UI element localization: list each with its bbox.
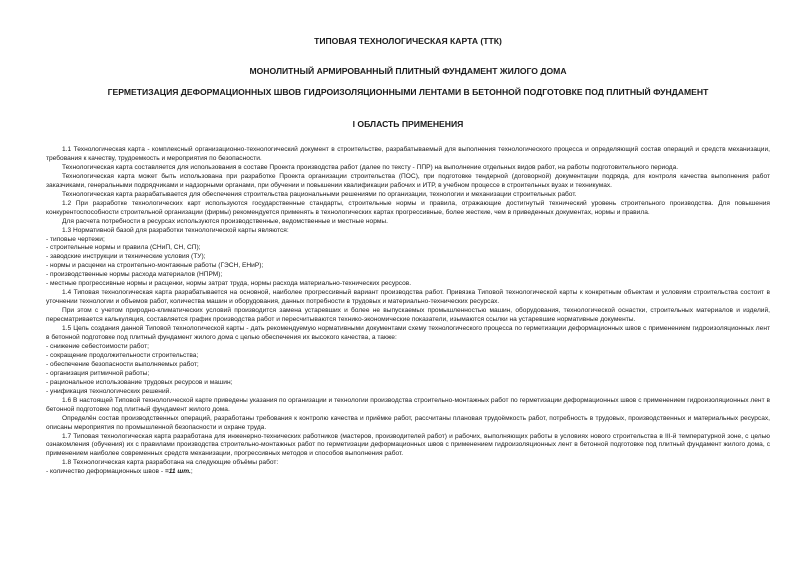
paragraph: 1.8 Технологическая карта разработана на следующие объёмы работ: [62,459,279,467]
paragraph: При этом с учетом природно-климатических условий производится замена устаревших и более не выпускаемых промышленностью машин, оборудования, технологической оснастки, строительных материалов и изделий, пересматривается калькуляция, составляется график производства работ и пересчитываются технико-экономические показатели, изымаются ссылки на устаревшие нормативные документы. [46,307,770,324]
paragraph: 1.5 Цель создания данной Типовой технологической карты - дать рекомендуемую нормативными документами схему технологического процесса по герметизации деформационных швов с применением гидроизоляционных лент в бетонной подготовке под плитный фундамент жилого дома с целью обеспечения их высокого качества, а также: [46,325,770,342]
list-item: - рациональное использование трудовых ресурсов и машин; [46,378,233,386]
paragraph: 1.6 В настоящей Типовой технологической карте приведены указания по организации и технологии производства строительно-монтажных работ по герметизации деформационных швов с применением гидроизоляционных лент в бетонной подготовке под плитный фундамент жилого дома. [46,396,770,413]
list-item: - заводские инструкции и технические условия (ТУ); [46,253,206,261]
paragraph: 1.2 При разработке технологических карт используются государственные стандарты, строительные нормы и правила, отражающие достигнутый технический уровень строительного производства. Для повышения конкурентоспособности строительной организации (фирмы) рекомендуется применять в технологических картах прогрессивные, более жесткие, чем в приведенных документах, нормы и правила. [46,199,770,216]
paragraph: Технологическая карта составляется для использования в составе Проекта производства работ (далее по тексту - ППР) на выполнение отдельных видов работ, на работы подготовительного периода. [62,163,679,171]
list-item: - унификация технологических решений. [46,387,172,395]
document-body [46,146,770,477]
list-item: - снижение себестоимости работ; [46,342,149,350]
list-item: - нормы и расценки на строительно-монтажные работы (ГЭСН, ЕНиР); [46,262,264,270]
document-page [46,0,770,477]
list-item: - обеспечение безопасности выполняемых работ; [46,360,199,368]
list-item: - строительные нормы и правила (СНиП, СН, СП); [46,244,201,252]
paragraph: 1.7 Типовая технологическая карта разработана для инженерно-технических работников (мастеров, производителей работ) и рабочих, выполняющих работы в условиях нового строительства в III-й температурной зоне, с целью ознакомления (обучения) их с правилами производства строительно-монтажных работ по герметизации деформационных швов с применением гидроизоляционных лент в бетонной подготовке под плитный фундамент жилого дома, с применением наиболее современных средств механизации, прогрессивных методов и способов выполнения работ. [46,432,770,458]
paragraph: Технологическая карта может быть использована при разработке Проекта организации строительства (ПОС), при подготовке тендерной (договорной) документации подряда, для контроля качества выполнения работ заказчиками, генеральными подрядчиками и надзорными органами, при обучении и повышении квалификации рабочих и ИТР, в учебном процессе в строительных вузах и техникумах. [46,172,770,189]
list-item: - типовые чертежи; [46,235,105,243]
object-title: МОНОЛИТНЫЙ АРМИРОВАННЫЙ ПЛИТНЫЙ ФУНДАМЕНТ ЖИЛОГО ДОМА [249,66,567,76]
paragraph: 1.4 Типовая технологическая карта разрабатывается на основной, наиболее прогрессивный вариант производства работ. Привязка Типовой технологической карты к конкретным объектам и условиям строительства состоит в уточнении технологии и объемов работ, количества машин и оборудования, данных потребности в трудовых и материально-технических ресурсах. [46,289,770,306]
paragraph: 1.1 Технологическая карта - комплексный организационно-технологический документ в строительстве, разрабатываемый для выполнения технологического процесса и определяющий состав операций и средств механизации, требования к качеству, трудоемкость и мероприятия по безопасности. [46,146,770,162]
volume-label: - количество деформационных швов - [46,468,165,476]
paragraph: 1.3 Нормативной базой для разработки технологической карты являются: [62,226,289,234]
work-title: ГЕРМЕТИЗАЦИЯ ДЕФОРМАЦИОННЫХ ШВОВ ГИДРОИЗОЛЯЦИОННЫМИ ЛЕНТАМИ В БЕТОННОЙ ПОДГОТОВКЕ ПОД ПЛИТНЫЙ ФУНДАМЕНТ [107,87,709,97]
list-item: - местные прогрессивные нормы и расценки, нормы затрат труда, нормы расхода материально-технических ресурсов. [46,280,412,288]
paragraph: Технологическая карта разрабатывается для обеспечения строительства рациональными решениями по организации, технологии и механизации строительных работ. [62,190,577,198]
paragraph: Для расчета потребности в ресурсах используются производственные, ведомственные и местные нормы. [62,217,388,225]
document-title: ТИПОВАЯ ТЕХНОЛОГИЧЕСКАЯ КАРТА (ТТК) [314,36,502,46]
list-item: - производственные нормы расхода материалов (НПРМ); [46,271,223,279]
section-title: I ОБЛАСТЬ ПРИМЕНЕНИЯ [352,119,464,129]
volume-tail: ; [190,468,193,476]
paragraph: Определён состав производственных операций, разработаны требования к контролю качества и приёмке работ, рассчитаны плановая трудоёмкость работ, потребность в трудовых, производственных и материальных ресурсах, описаны мероприятия по промышленной безопасности и охране труда. [46,414,770,431]
list-item: - организация ритмичной работы; [46,369,150,377]
list-item: - сокращение продолжительности строительства; [46,351,199,359]
volume-item [46,468,770,477]
volume-value: =11 шт. [164,468,191,476]
